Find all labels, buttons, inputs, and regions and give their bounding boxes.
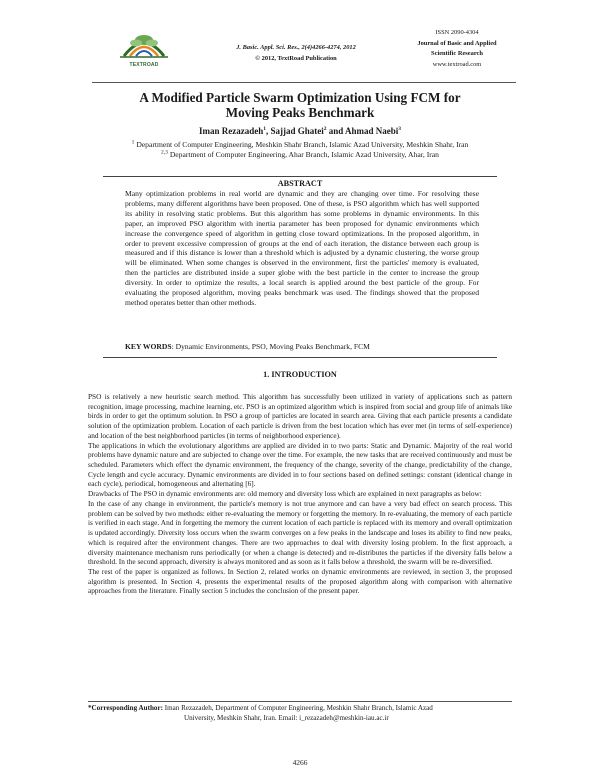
logo-emblem-icon [116,26,172,62]
intro-paragraph-3: Drawbacks of The PSO in dynamic environments are: old memory and diversity loss which are explained in next paragraphs as below: [88,489,482,499]
corresponding-author-footnote [88,704,512,723]
author-3: and Ahmad Naebi [326,126,399,136]
section-heading-introduction: 1. INTRODUCTION [263,370,337,379]
intro-paragraph-5: The rest of the paper is organized as follows. In Section 2, related works on dynamic environments are reviewed, in section 3, the proposed algorithm is presented. In Section 4, presents the experimental results of the proposed algorithm along with comparison with alternative approaches from the literature. Finally section 5 includes the conclusion of the present paper. [88,566,512,596]
intro-paragraph-2: The applications in which the evolutionary algorithms are applied are divided in to two parts: Static and Dynamic. Majority of the real world problems have dynamic nature and are subjected to change over the time. For example, the new tasks that are received continuously and must be scheduled. Parameters which effect the dynamic environment, the frequency of the change, severity of the change, predictability of the change, Cycle length and cycle accuracy. Dynamic environments are divided in to four sections based on defined settings: constant (identical change in each cycle), periodical, homogeneous and alternating [6]. [88,440,512,489]
journal-name-line2: Scientific Research [431,50,483,57]
paper-title [60,90,540,120]
affiliation-2 [60,150,540,160]
issn: ISSN 2090-4304 [435,29,479,36]
journal-name-line1: Journal of Basic and Applied [417,39,497,47]
author-2: , Sajjad Ghatei [265,126,324,136]
footnote-divider [88,701,512,702]
introduction-body [88,392,512,596]
title-line-2: Moving Peaks Benchmark [225,105,375,120]
logo-wordmark: TEXTROAD [129,62,159,68]
abstract-heading: ABSTRACT [277,179,323,188]
intro-paragraph-4: In the case of any change in environment, the particle's memory is not true anymore and can have a very bad effect on search process. This problem can be solved by two methods: either re-evaluating the memory or forgetting the memory. In re-evaluating, the memory of each particle is verified in each stage. And in forgetting the memory the current location of each particle is replaced with its memory and overall optimization is updated accordingly. Diversity loss occurs when the swarm converges on a few peaks in the landscape and loses its ability to find new peaks, which is required after the environment changes. There are two approaches to deal with diversity losing problem. In the first approach, a diversity maintenance mechanism runs periodically (or when a change is detected) and re-distributes the particles if the diversity falls below a threshold. In the second approach, diversity is always monitored and as soon as it falls below a threshold, the swarm will be re-diversified. [88,498,512,567]
abstract-text: Many optimization problems in real world are dynamic and they are changing over time. For resolving these problems, many different algorithms have been proposed. One of these, is PSO algorithm which has well supported its ability in resolving static problems. But this algorithm has some problems in dynamic environments. In this paper, an improved PSO algorithm with inertia parameter has been proposed for dynamic environments which increase the convergence speed of algorithm in getting close toward optimizations. In the proposed algorithm, in order to prevent excessive compression of groups at the end of each iteration, the distance between each group is measured and if this distance is lower than a threshold which is adjusted by a dynamic clustering, the worse group will be eliminated. When some changes is observed in the environment, first the particles' memory is evaluated, then the particles are distributed inside a super globe with the best particle in the center to increase the group diversity. In order to optimize the results, a local search is applied around the best particle of the group. For evaluating the proposed algorithm, moving peaks benchmark was used. The findings showed that the proposed method operates better than other methods. [125,189,479,307]
keywords-label: KEY WORDS [125,342,172,351]
keywords-line [125,342,485,352]
journal-citation: J. Basic. Appl. Sci. Res., 2(4)4266-4274, 2012 [236,44,356,51]
journal-info-block [402,28,512,70]
affiliation-1 [60,140,540,150]
author-1-sup: 1 [263,126,266,132]
author-1: Iman Rezazadeh [198,126,264,136]
page-number: 4266 [292,758,308,767]
journal-citation-block [198,42,394,64]
footnote-line-1: Iman Rezazadeh, Department of Computer Engineering, Meshkin Shahr Branch, Islamic Azad [162,704,433,712]
title-line-1: A Modified Particle Swarm Optimization Using FCM for [139,90,461,105]
affiliation-2-text: Department of Computer Engineering, Ahar Branch, Islamic Azad University, Ahar, Iran [167,150,439,159]
textroad-logo [116,26,172,72]
affiliation-1-text: Department of Computer Engineering, Meshkin Shahr Branch, Islamic Azad University, Meshkin Shahr, Iran [134,140,469,149]
author-2-sup: 2 [323,126,327,132]
keywords-text: : Dynamic Environments, PSO, Moving Peaks Benchmark, FCM [171,342,370,351]
header-divider [92,82,516,83]
author-3-sup: 3 [398,126,402,132]
footnote-label: *Corresponding Author: [88,704,163,712]
abstract-box [103,176,497,358]
affiliation-2-sup: 2,3 [161,149,168,156]
journal-website: www.textroad.com [432,60,482,68]
footnote-line-2: University, Meshkin Shahr, Iran. Email: i_rezazadeh@meshkin-iau.ac.ir [184,713,389,722]
author-list [60,126,540,136]
copyright-line: © 2012, TextRoad Publication [255,55,337,62]
affiliation-1-sup: 1 [131,139,135,146]
intro-paragraph-1: PSO is relatively a new heuristic search method. This algorithm has successfully been utilized in variety of applications such as pattern recognition, image processing, machine learning, etc. PSO is an optimized algorithm which is inspired from social and group life of animals like birds in order to get the optimum solution. In PSO a group of particles are located in search area. Giving that each particle presents a candidate solution of the optimization problem. Location of each particle is driven from the best location which has ever met (in terms of self-experience) and location of the best neighborhood particles (in terms of neighborhood experience). [88,392,512,440]
